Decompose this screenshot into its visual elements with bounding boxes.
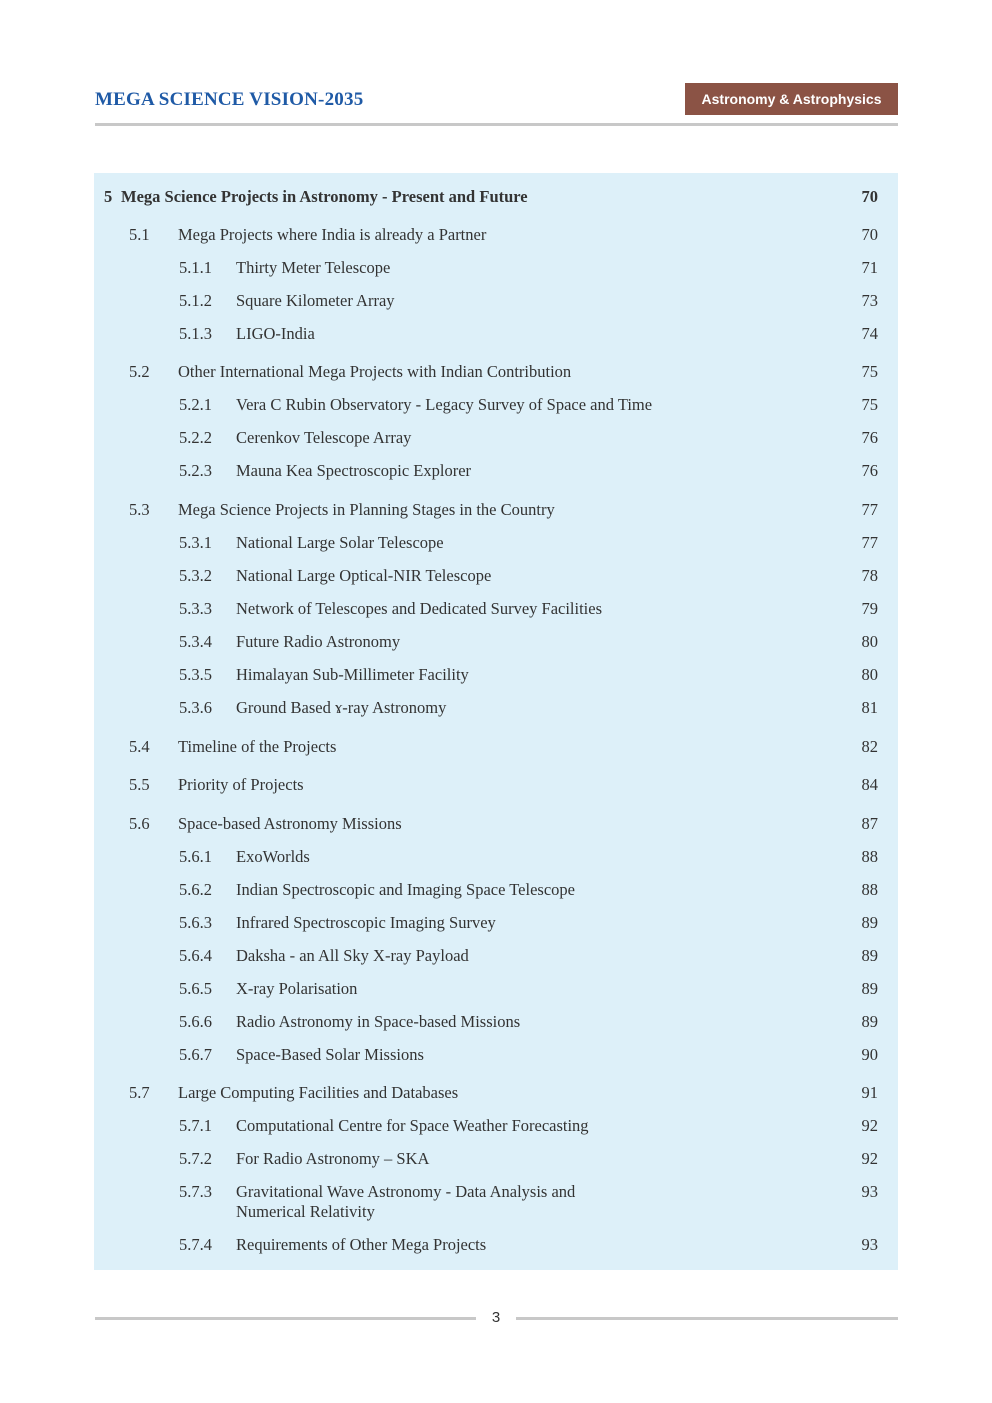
footer-page-number: 3 <box>491 1309 501 1326</box>
toc-entry-title: Infrared Spectroscopic Imaging Survey <box>236 913 496 932</box>
toc-entry-title: Vera C Rubin Observatory - Legacy Survey of Space and Time <box>236 395 653 414</box>
toc-entry-number: 5.2.1 <box>179 395 212 414</box>
toc-entry-number: 5.6.7 <box>179 1045 212 1064</box>
toc-entry-number: 5.6 <box>129 814 150 833</box>
toc-entry-page: 92 <box>861 1116 878 1135</box>
toc-entry-page: 77 <box>861 533 878 552</box>
toc-entry-page: 89 <box>861 913 878 932</box>
toc-entry-number: 5.6.2 <box>179 880 212 899</box>
toc-entry-page: 75 <box>861 362 878 381</box>
toc-entry-page: 82 <box>861 737 878 756</box>
footer-divider-right <box>516 1317 898 1320</box>
toc-entry-number: 5.3.2 <box>179 566 212 585</box>
toc-entry-page: 92 <box>861 1149 878 1168</box>
toc-entry-number: 5.3.5 <box>179 665 212 684</box>
toc-entry-page: 88 <box>861 847 878 866</box>
toc-entry-title: Priority of Projects <box>178 775 304 794</box>
toc-entry-title: Gravitational Wave Astronomy - Data Analysis and <box>236 1182 576 1201</box>
toc-entry-page: 73 <box>861 291 878 310</box>
toc-entry-title: Network of Telescopes and Dedicated Survey Facilities <box>236 599 603 618</box>
toc-entry-title: Other International Mega Projects with Indian Contribution <box>178 362 572 381</box>
toc-entry-number: 5.5 <box>129 775 150 794</box>
toc-entry-number: 5.3.1 <box>179 533 212 552</box>
toc-entry-page: 75 <box>861 395 878 414</box>
toc-chapter-page: 70 <box>861 187 878 206</box>
toc-entry-page: 79 <box>861 599 878 618</box>
toc-entry-title: Space-based Astronomy Missions <box>178 814 402 833</box>
toc-entry-number: 5.1.1 <box>179 258 212 277</box>
toc-entry-title: Space-Based Solar Missions <box>236 1045 424 1064</box>
toc-entry-page: 70 <box>861 225 878 244</box>
toc-entry-title: National Large Solar Telescope <box>236 533 444 552</box>
toc-entry-number: 5.7.4 <box>179 1235 212 1254</box>
toc-entry-number: 5.2.3 <box>179 461 212 480</box>
toc-entry-title: X-ray Polarisation <box>236 979 358 998</box>
toc-entry-page: 93 <box>861 1182 878 1201</box>
toc-entry-page: 89 <box>861 979 878 998</box>
toc-entry-page: 78 <box>861 566 878 585</box>
toc-entry-number: 5.2 <box>129 362 150 381</box>
toc-entry-title: Himalayan Sub-Millimeter Facility <box>236 665 469 684</box>
toc-entry-page: 84 <box>861 775 878 794</box>
toc-entry-page: 74 <box>861 324 878 343</box>
toc-entry-title: For Radio Astronomy – SKA <box>236 1149 430 1168</box>
toc-entry-title: Requirements of Other Mega Projects <box>236 1235 487 1254</box>
toc-entry-number: 5.3 <box>129 500 150 519</box>
toc-entry-title: Large Computing Facilities and Databases <box>178 1083 459 1102</box>
toc-entry-title-continued: Numerical Relativity <box>236 1202 375 1221</box>
toc-entry-number: 5.7.1 <box>179 1116 212 1135</box>
toc-entry-title: Mega Projects where India is already a Partner <box>178 225 487 244</box>
toc-entry-page: 81 <box>861 698 878 717</box>
toc-entry-title: LIGO-India <box>236 324 315 343</box>
section-badge: Astronomy & Astrophysics <box>685 83 898 115</box>
toc-entry-page: 71 <box>861 258 878 277</box>
toc-entry-number: 5.7 <box>129 1083 150 1102</box>
toc-entry-number: 5.2.2 <box>179 428 212 447</box>
toc-chapter-number: 5 <box>104 187 113 206</box>
toc-entry-title: Cerenkov Telescope Array <box>236 428 412 447</box>
toc-entry-title: Ground Based ɤ-ray Astronomy <box>236 698 447 717</box>
table-of-contents <box>94 173 898 1270</box>
toc-entry-page: 76 <box>861 428 878 447</box>
toc-entry-number: 5.6.6 <box>179 1012 212 1031</box>
toc-entry-page: 89 <box>861 1012 878 1031</box>
toc-chapter-title: Mega Science Projects in Astronomy - Present and Future <box>121 187 528 206</box>
toc-entry-number: 5.6.3 <box>179 913 212 932</box>
toc-entry-title: Square Kilometer Array <box>236 291 395 310</box>
toc-entry-page: 77 <box>861 500 878 519</box>
toc-entry-page: 87 <box>861 814 878 833</box>
toc-entry-number: 5.7.2 <box>179 1149 212 1168</box>
toc-entry-title: Thirty Meter Telescope <box>236 258 391 277</box>
toc-entry-number: 5.4 <box>129 737 150 756</box>
toc-entry-title: Mauna Kea Spectroscopic Explorer <box>236 461 472 480</box>
toc-entry-title: Timeline of the Projects <box>178 737 337 756</box>
toc-entry-page: 93 <box>861 1235 878 1254</box>
toc-entry-title: Mega Science Projects in Planning Stages in the Country <box>178 500 555 519</box>
toc-entry-page: 80 <box>861 632 878 651</box>
toc-entry-number: 5.1 <box>129 225 150 244</box>
toc-entry-number: 5.3.3 <box>179 599 212 618</box>
toc-entry-page: 90 <box>861 1045 878 1064</box>
toc-entry-title: Computational Centre for Space Weather Forecasting <box>236 1116 589 1135</box>
header-divider <box>95 123 898 126</box>
toc-entry-number: 5.6.4 <box>179 946 212 965</box>
toc-entry-number: 5.6.5 <box>179 979 212 998</box>
toc-entry-number: 5.7.3 <box>179 1182 212 1201</box>
toc-entry-number: 5.1.2 <box>179 291 212 310</box>
document-title: MEGA SCIENCE VISION-2035 <box>95 89 364 110</box>
toc-entry-title: Indian Spectroscopic and Imaging Space Telescope <box>236 880 575 899</box>
toc-entry-page: 80 <box>861 665 878 684</box>
toc-entry-title: Radio Astronomy in Space-based Missions <box>236 1012 521 1031</box>
toc-entry-number: 5.1.3 <box>179 324 212 343</box>
toc-entry-title: National Large Optical-NIR Telescope <box>236 566 492 585</box>
toc-entry-number: 5.3.4 <box>179 632 212 651</box>
toc-entry-number: 5.6.1 <box>179 847 212 866</box>
toc-entry-title: Future Radio Astronomy <box>236 632 401 651</box>
toc-entry-title: ExoWorlds <box>236 847 310 866</box>
footer-divider-left <box>95 1317 476 1320</box>
toc-entry-page: 89 <box>861 946 878 965</box>
toc-entry-page: 88 <box>861 880 878 899</box>
toc-entry-page: 76 <box>861 461 878 480</box>
toc-entry-page: 91 <box>861 1083 878 1102</box>
toc-entry-title: Daksha - an All Sky X-ray Payload <box>236 946 469 965</box>
toc-entry-number: 5.3.6 <box>179 698 212 717</box>
